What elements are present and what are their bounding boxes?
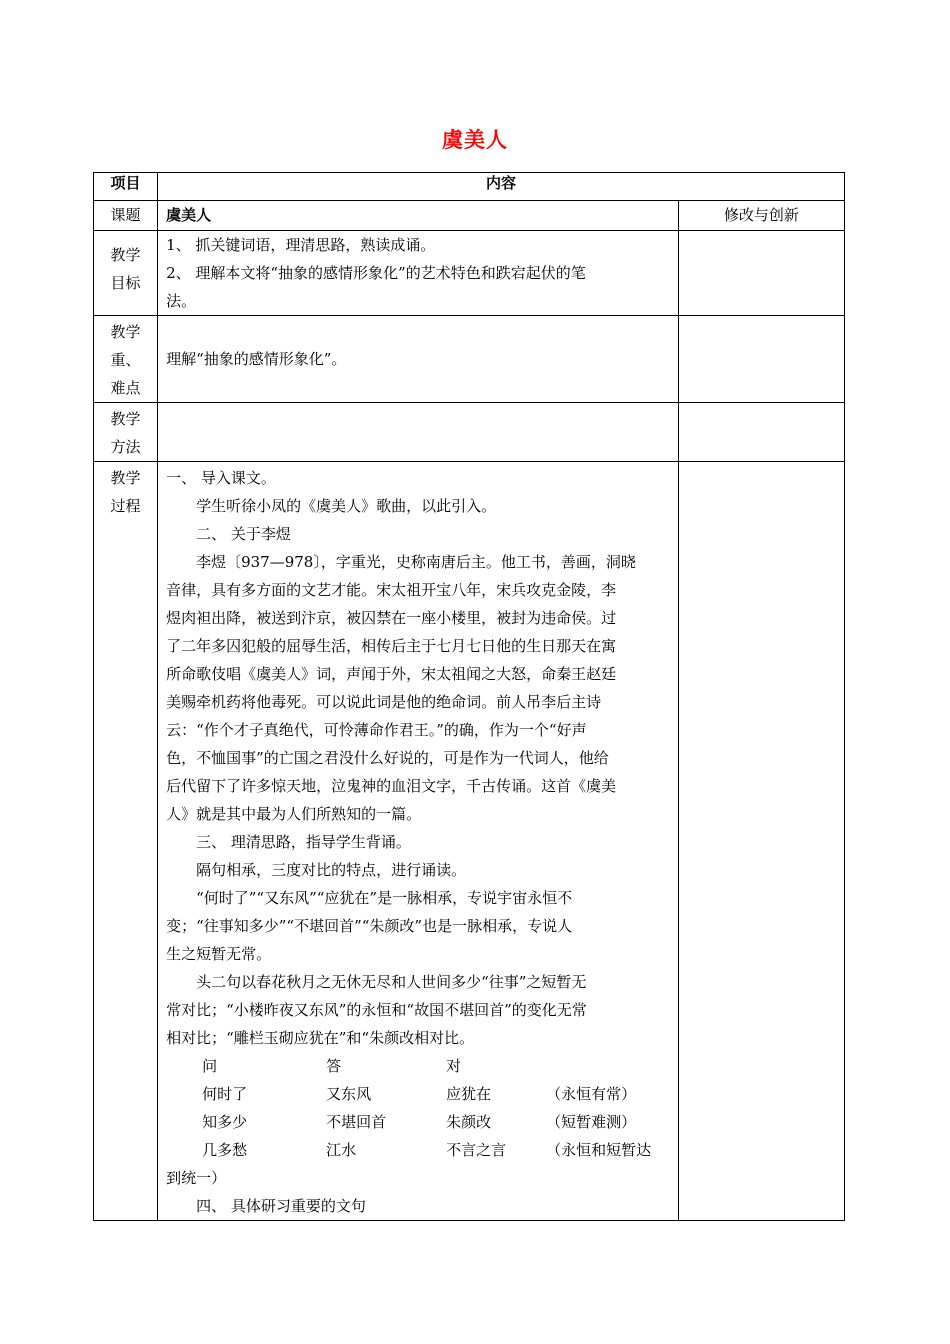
process-line: 了二年多囚犯般的屈辱生活，相传后主于七月七日他的生日那天在寓 [166,637,617,655]
header-row [94,173,845,201]
process-line: 到统一） [166,1169,227,1187]
process-line: 李煜〔937—978〕，字重光，史称南唐后主。他工书，善画，洞晓 [196,553,636,571]
key-points-label [94,316,158,403]
goals-label [94,231,158,316]
contrast-cell: 江水 [326,1141,357,1159]
contrast-head-question: 问 [202,1057,218,1075]
process-line: 学生听徐小凤的《虞美人》歌曲，以此引入。 [196,497,497,515]
process-line: 四、 具体研习重要的文句 [196,1197,366,1215]
contrast-cell: 知多少 [202,1113,248,1131]
process-line: 常对比；“小楼昨夜又东风”的永恒和“故国不堪回首”的变化无常 [166,1001,587,1019]
process-row [94,462,845,1221]
contrast-cell: 不言之言 [446,1141,507,1159]
process-label [94,462,158,1221]
process-line: 后代留下了许多惊天地，泣鬼神的血泪文字，千古传诵。这首《虞美 [166,777,617,795]
process-line: 隔句相承，三度对比的特点，进行诵读。 [196,861,467,879]
contrast-cell: 何时了 [202,1085,248,1103]
contrast-head-answer: 答 [326,1057,342,1075]
topic-label: 课题 [94,201,158,231]
goals-content [158,231,679,316]
topic-value: 虞美人 [158,201,679,231]
contrast-cell: （短暂难测） [546,1113,637,1131]
header-item: 项目 [94,173,158,201]
method-label-line1: 教学 [110,410,141,428]
method-notes [678,403,844,462]
goals-row [94,231,845,316]
process-line: 头二句以春花秋月之无休无尽和人世间多少“往事”之短暂无 [196,973,587,991]
process-line: 煜肉袒出降，被送到汴京，被囚禁在一座小楼里，被封为违命侯。过 [166,609,617,627]
key-label-line2: 重、 [110,351,141,369]
process-line: 生之短暂无常。 [166,945,272,963]
revision-column-title: 修改与创新 [678,201,844,231]
goal-line-3: 法。 [166,292,197,310]
process-line: 人》就是其中最为人们所熟知的一篇。 [166,805,422,823]
contrast-cell: （永恒和短暂达 [546,1141,652,1159]
process-line: 所命歌伎唱《虞美人》词，声闻于外，宋太祖闻之大怒，命秦王赵廷 [166,665,617,683]
contrast-table-row [166,1108,672,1136]
header-content: 内容 [158,173,845,201]
key-label-line1: 教学 [110,323,141,341]
process-line: 三、 理清思路，指导学生背诵。 [196,833,411,851]
goals-label-line1: 教学 [110,246,141,264]
process-line: 相对比；“雕栏玉砌应犹在”和“朱颜改相对比。 [166,1029,475,1047]
process-line: “何时了”“又东风”“应犹在”是一脉相承，专说宇宙永恒不 [196,889,573,907]
contrast-cell: 又东风 [326,1085,372,1103]
process-line: 云：“作个才子真绝代，可怜薄命作君王。”的确，作为一个“好声 [166,721,587,739]
key-label-line3: 难点 [110,379,141,397]
process-label-line2: 过程 [110,497,141,515]
process-line: 音律，具有多方面的文艺才能。宋太祖开宝八年，宋兵攻克金陵，李 [166,581,617,599]
topic-row [94,201,845,231]
process-notes [678,462,844,1221]
contrast-cell: 几多愁 [202,1141,248,1159]
method-content [158,403,679,462]
contrast-cell: （永恒有常） [546,1085,637,1103]
contrast-table-row [166,1080,672,1108]
process-content [158,462,679,1221]
process-line: 色，不恤国事”的亡国之君没什么好说的，可是作为一代词人，他给 [166,749,609,767]
method-label-line2: 方法 [110,438,141,456]
method-row [94,403,845,462]
goals-label-line2: 目标 [110,274,141,292]
goal-line-2: 2、 理解本文将“抽象的感情形象化”的艺术特色和跌宕起伏的笔 [166,264,586,282]
process-line: 变；“往事知多少”“不堪回首”“朱颜改”也是一脉相承，专说人 [166,917,573,935]
goals-notes [678,231,844,316]
contrast-cell: 不堪回首 [326,1113,387,1131]
page-title: 虞美人 [442,128,508,152]
process-line: 美赐牵机药将他毒死。可以说此词是他的绝命词。前人吊李后主诗 [166,693,602,711]
method-label [94,403,158,462]
process-label-line1: 教学 [110,469,141,487]
process-line: 一、 导入课文。 [166,469,276,487]
contrast-cell: 应犹在 [446,1085,492,1103]
key-points-content: 理解“抽象的感情形象化”。 [158,316,679,403]
key-points-notes [678,316,844,403]
goal-line-1: 1、 抓关键词语，理清思路，熟读成诵。 [166,236,436,254]
lesson-plan-table [93,172,845,1221]
contrast-head-pair: 对 [446,1057,462,1075]
contrast-table-head [166,1052,672,1080]
contrast-cell: 朱颜改 [446,1113,492,1131]
process-line: 二、 关于李煜 [196,525,291,543]
contrast-table-row [166,1136,672,1164]
key-points-row [94,316,845,403]
